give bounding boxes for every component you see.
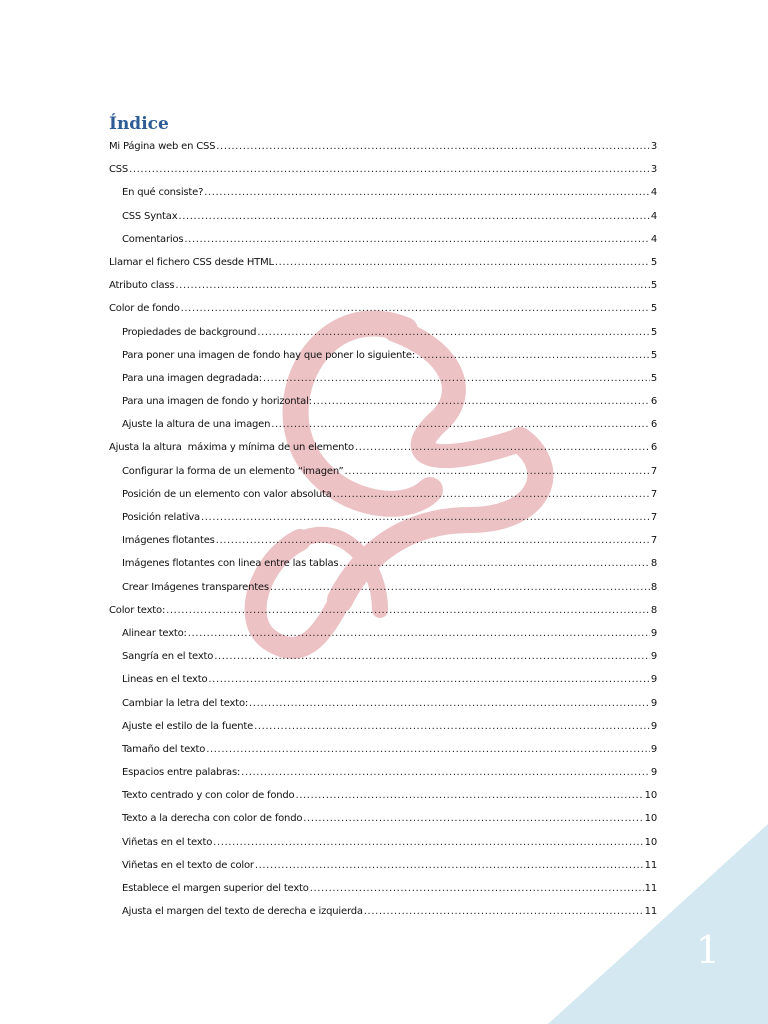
toc-entry-label: Viñetas en el texto de color [122,859,254,871]
toc-entry[interactable] [109,158,657,181]
toc-entry-label: Propiedades de background [122,326,257,338]
toc-entry-page: 7 [650,488,657,500]
toc-entry-page: 11 [644,859,657,871]
toc-entry-page: 9 [650,767,657,779]
toc-entry-page: 3 [650,141,657,152]
page-number: 1 [695,928,720,972]
toc-entry-label: Sangría en el texto [122,651,214,663]
toc-leader-dots [216,135,650,158]
toc-entry-page: 5 [650,326,657,338]
toc-leader-dots [339,552,649,575]
toc-entry[interactable] [109,483,657,506]
toc-entry-page: 6 [650,419,657,431]
toc-entry-label: Ajusta la altura máxima y mínima de un elemento [109,442,354,454]
toc-entry-page: 4 [650,187,657,199]
toc-entry-label: En qué consiste? [122,187,204,199]
toc-leader-dots [208,668,649,691]
toc-entry[interactable] [109,900,657,923]
toc-entry[interactable] [109,436,657,459]
toc-entry-label: Para una imagen degradada: [122,372,262,384]
toc-entry[interactable] [109,344,657,367]
toc-entry-page: 9 [650,651,657,663]
toc-entry-page: 4 [650,233,657,245]
toc-entry-page: 8 [650,604,657,616]
toc-entry-label: Posición relativa [122,512,200,523]
toc-entry-label: CSS [109,164,129,176]
toc-entry[interactable] [109,877,657,900]
toc-entry-page: 5 [650,303,657,315]
toc-entry[interactable] [109,460,657,483]
toc-entry-page: 4 [650,210,657,222]
toc-leader-dots [213,831,644,854]
toc-entry-page: 6 [650,442,657,454]
toc-leader-dots [188,622,650,645]
toc-entry-page: 5 [650,280,657,292]
toc-entry[interactable] [109,205,657,228]
toc-leader-dots [313,390,650,413]
toc-entry-label: Color de fondo [109,303,180,315]
toc-entry-page: 6 [650,396,657,408]
toc-entry-label: Color texto: [109,604,166,616]
toc-entry-label: Texto centrado y con color de fondo [122,790,295,802]
toc-entry[interactable] [109,251,657,274]
toc-leader-dots [295,784,643,807]
toc-entry-page: 8 [650,581,657,593]
toc-entry-label: Alinear texto: [122,627,187,639]
table-of-contents [109,135,657,923]
toc-entry-page: 5 [650,349,657,361]
toc-leader-dots [255,854,644,877]
toc-entry[interactable] [109,181,657,204]
toc-entry[interactable] [109,668,657,691]
toc-leader-dots [178,205,649,228]
toc-leader-dots [214,645,650,668]
toc-entry[interactable] [109,413,657,436]
toc-entry-label: Imágenes flotantes con linea entre las tablas [122,558,339,570]
toc-entry-label: Posición de un elemento con valor absoluta [122,488,332,500]
toc-entry-label: Texto a la derecha con color de fondo [122,813,303,825]
toc-leader-dots [249,692,650,715]
toc-leader-dots [166,599,650,622]
toc-entry[interactable] [109,692,657,715]
toc-leader-dots [204,181,650,204]
toc-leader-dots [303,807,643,830]
toc-entry-page: 11 [644,906,657,918]
toc-entry-page: 9 [650,627,657,639]
toc-entry-page: 9 [650,674,657,686]
toc-leader-dots [416,344,650,367]
toc-leader-dots [270,576,650,599]
toc-entry-label: Ajuste el estilo de la fuente [122,720,254,732]
toc-entry-label: Ajusta el margen del texto de derecha e izquierda [122,906,363,918]
toc-leader-dots [263,367,650,390]
toc-leader-dots [310,877,644,900]
toc-entry-page: 5 [650,256,657,268]
toc-entry[interactable] [109,738,657,761]
toc-entry-page: 11 [644,883,657,894]
toc-entry-label: Mi Página web en CSS [109,141,216,152]
toc-leader-dots [181,297,650,320]
toc-entry-label: CSS Syntax [122,210,178,222]
toc-entry[interactable] [109,367,657,390]
toc-entry-label: Llamar el fichero CSS desde HTML [109,256,274,268]
toc-leader-dots [254,715,650,738]
toc-entry-label: Establece el margen superior del texto [122,883,309,894]
toc-entry-page: 9 [650,697,657,709]
toc-entry-label: Ajuste la altura de una imagen [122,419,271,431]
toc-entry[interactable] [109,274,657,297]
toc-entry[interactable] [109,715,657,738]
toc-entry[interactable] [109,135,657,158]
toc-leader-dots [184,228,649,251]
toc-entry-label: Atributo class [109,280,175,292]
toc-leader-dots [333,483,650,506]
toc-entry-label: Para una imagen de fondo y horizontal: [122,396,312,408]
toc-entry-label: Configurar la forma de un elemento “imagen” [122,465,344,477]
toc-leader-dots [175,274,649,297]
toc-entry[interactable] [109,297,657,320]
toc-entry-label: Lineas en el texto [122,674,208,686]
toc-entry-label: Comentarios [122,233,184,245]
toc-entry-label: Espacios entre palabras: [122,767,241,779]
toc-entry[interactable] [109,831,657,854]
toc-leader-dots [344,460,649,483]
toc-entry[interactable] [109,529,657,552]
toc-leader-dots [216,529,650,552]
toc-entry-label: Imágenes flotantes [122,535,215,547]
toc-entry-page: 7 [650,465,657,477]
toc-entry-page: 3 [650,164,657,176]
toc-leader-dots [206,738,650,761]
toc-entry-page: 7 [650,535,657,547]
toc-entry-page: 8 [650,558,657,570]
toc-entry[interactable] [109,622,657,645]
toc-entry-page: 9 [650,720,657,732]
toc-entry-page: 10 [644,790,657,802]
toc-entry[interactable] [109,506,657,529]
page-title: Índice [109,114,169,134]
toc-entry[interactable] [109,321,657,344]
toc-entry-label: Viñetas en el texto [122,836,213,848]
toc-entry-page: 5 [650,372,657,384]
toc-entry[interactable] [109,854,657,877]
toc-leader-dots [271,413,650,436]
toc-entry[interactable] [109,552,657,575]
toc-leader-dots [241,761,650,784]
toc-entry-page: 9 [650,743,657,755]
toc-leader-dots [364,900,644,923]
toc-entry[interactable] [109,761,657,784]
toc-leader-dots [129,158,650,181]
toc-leader-dots [201,506,650,529]
toc-entry[interactable] [109,784,657,807]
toc-entry-label: Cambiar la letra del texto: [122,697,249,709]
toc-entry-page: 7 [650,512,657,523]
toc-entry[interactable] [109,576,657,599]
toc-entry-label: Crear Imágenes transparentes [122,581,269,593]
toc-entry-label: Para poner una imagen de fondo hay que poner lo siguiente: [122,349,416,361]
toc-entry[interactable] [109,228,657,251]
toc-entry-page: 10 [644,813,657,825]
toc-entry[interactable] [109,807,657,830]
toc-entry-label: Tamaño del texto [122,743,206,755]
toc-leader-dots [275,251,650,274]
toc-entry[interactable] [109,645,657,668]
toc-entry[interactable] [109,390,657,413]
toc-entry[interactable] [109,599,657,622]
toc-entry-page: 10 [644,836,657,848]
toc-leader-dots [355,436,650,459]
toc-leader-dots [257,321,649,344]
